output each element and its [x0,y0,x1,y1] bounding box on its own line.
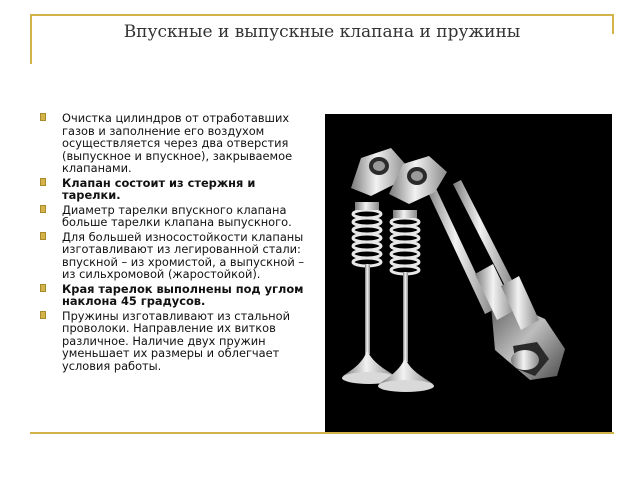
bullet-text: Диаметр тарелки впускного клапана больше тарелки клапана выпускного. [62,202,292,229]
bullet-item [40,231,308,281]
bullet-item [40,177,308,202]
spring-retainer-right [393,210,417,218]
slide-title: Впускные и выпускные клапана и пружины [123,22,521,42]
cam-lobe [511,350,539,370]
bullet-item [40,310,308,373]
bullet-list [40,112,308,374]
valve-assembly-drawing [325,114,612,432]
valve-stem-left [365,264,370,354]
frame-right-line [612,14,614,34]
bullet-marker-icon [40,113,46,121]
bullet-text: Пружины изготавливают из стальной проволоки. Направление их витков различное. Наличие двух пружин уменьшает их размеры и облегчает условия работы. [62,308,290,373]
bullet-marker-icon [40,232,46,240]
bullet-marker-icon [40,205,46,213]
bullet-marker-icon [40,311,46,319]
frame-bottom-line [30,432,614,434]
valve-spring-right [391,218,419,274]
valve-head-face-right [378,380,434,392]
bullet-marker-icon [40,178,46,186]
bullet-text: Для большей износостойкости клапаны изготавливают из легированной стали: впускной – из хромистой, а выпускной – из сильхромовой (жаростойкой). [62,229,305,281]
valve-mechanism-illustration [325,114,612,432]
spring-retainer-left [355,202,379,210]
valve-stem-right [403,272,408,362]
bullet-item [40,112,308,175]
bullet-text: Очистка цилиндров от отработавших газов и заполнение его воздухом осуществляется через два отверстия (выпускное и впускное), закрываемое клапанами. [62,111,293,175]
bullet-marker-icon [40,284,46,292]
valve-spring-left [353,210,381,266]
frame-top-line [30,14,614,16]
pushrod-right [425,182,493,314]
bullet-text: Края тарелок выполнены под углом наклона 45 градусов. [62,281,304,308]
bullet-text: Клапан состоит из стержня и тарелки. [62,175,256,202]
rocker-pin-left [373,161,385,171]
bullet-item [40,283,308,308]
bullet-item [40,204,308,229]
rocker-pin-right [411,171,423,181]
